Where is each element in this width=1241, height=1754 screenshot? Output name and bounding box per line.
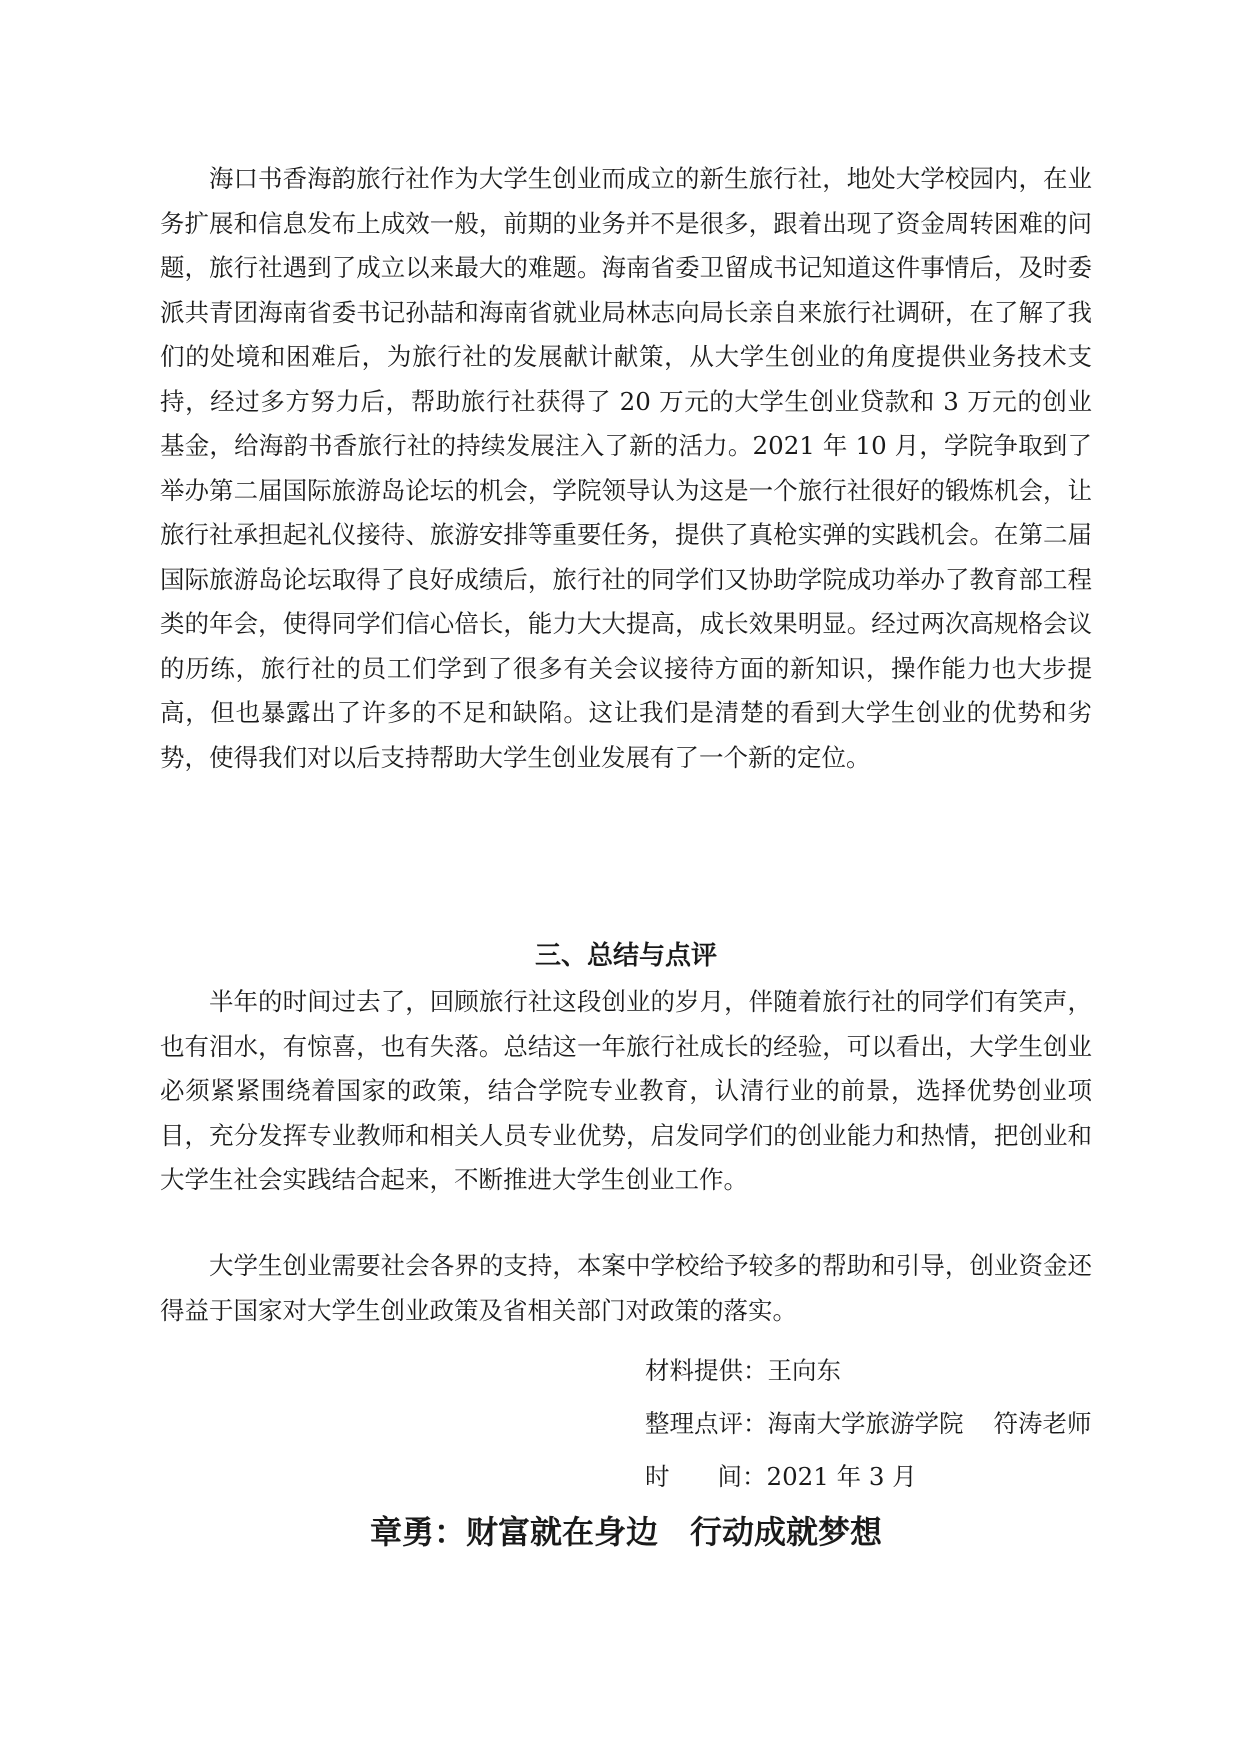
credit-time-label-a: 时 [645,1462,670,1491]
credit-review-org: 海南大学旅游学院 [767,1409,964,1438]
credit-review-label: 整理点评： [645,1409,768,1438]
body-paragraph-1: 海口书香海韵旅行社作为大学生创业而成立的新生旅行社，地处大学校园内，在业务扩展和信息发布上成效一般，前期的业务并不是很多，跟着出现了资金周转困难的问题，旅行社遇到了成立以来最大的难题。海南省委卫留成书记知道这件事情后，及时委派共青团海南省委书记孙喆和海南省就业局林志向局长亲自来旅行社调研，在了解了我们的处境和困难后，为旅行社的发展献计献策，从大学生创业的角度提供业务技术支持，经过多方努力后，帮助旅行社获得了 20 万元的大学生创业贷款和 3 万元的创业基金，给海韵书香旅行社的持续发展注入了新的活力。2021 年 10 月，学院争取到了举办第二届国际旅游岛论坛的机会，学院领导认为这是一个旅行社很好的锻炼机会，让旅行社承担起礼仪接待、旅游安排等重要任务，提供了真枪实弹的实践机会。在第二届国际旅游岛论坛取得了良好成绩后，旅行社的同学们又协助学院成功举办了教育部工程类的年会，使得同学们信心倍长，能力大大提高，成长效果明显。经过两次高规格会议的历练，旅行社的员工们学到了很多有关会议接待方面的新知识，操作能力也大步提高，但也暴露出了许多的不足和缺陷。这让我们是清楚的看到大学生创业的优势和劣势，使得我们对以后支持帮助大学生创业发展有了一个新的定位。 [160,164,1092,772]
credit-time-label-b: 间： [717,1462,767,1491]
credit-provider [645,1353,841,1389]
next-article-title: 章勇：财富就在身边 行动成就梦想 [369,1513,882,1551]
credit-provider-value: 王向东 [767,1356,841,1385]
credit-time [645,1459,917,1495]
credit-review-person: 符涛老师 [993,1409,1092,1438]
body-paragraph-2: 半年的时间过去了，回顾旅行社这段创业的岁月，伴随着旅行社的同学们有笑声，也有泪水，有惊喜，也有失落。总结这一年旅行社成长的经验，可以看出，大学生创业必须紧紧围绕着国家的政策，结合学院专业教育，认清行业的前景，选择优势创业项目，充分发挥专业教师和相关人员专业优势，启发同学们的创业能力和热情，把创业和大学生社会实践结合起来，不断推进大学生创业工作。 [160,987,1092,1194]
credit-provider-label: 材料提供： [645,1356,768,1385]
credit-review [645,1406,1092,1442]
section-heading: 三、总结与点评 [534,941,717,971]
body-paragraph-3: 大学生创业需要社会各界的支持，本案中学校给予较多的帮助和引导，创业资金还得益于国家对大学生创业政策及省相关部门对政策的落实。 [160,1251,1092,1325]
credit-time-value: 2021 年 3 月 [766,1462,917,1491]
